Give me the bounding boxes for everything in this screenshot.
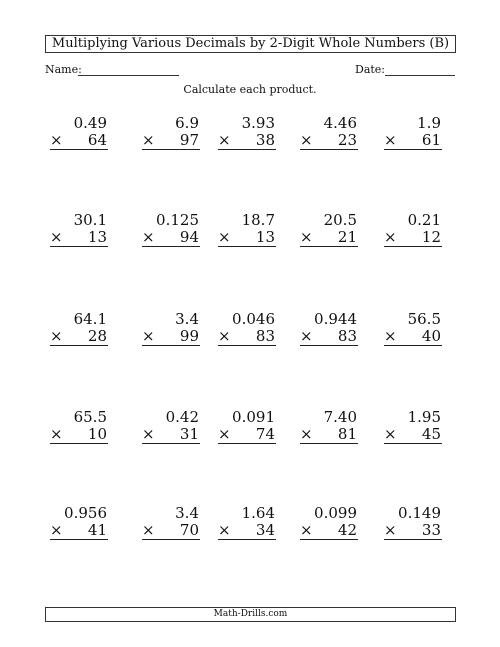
multiplier: 10 bbox=[87, 425, 107, 443]
multiplier: 33 bbox=[421, 521, 441, 539]
multiply-sign: × bbox=[300, 327, 313, 345]
problem bbox=[142, 115, 200, 150]
multiplicand: 0.149 bbox=[398, 504, 441, 522]
multiplicand: 0.125 bbox=[156, 211, 199, 229]
multiplicand: 56.5 bbox=[407, 310, 441, 328]
multiplier: 12 bbox=[421, 228, 441, 246]
multiplier: 13 bbox=[87, 228, 107, 246]
multiplier-line bbox=[50, 328, 108, 346]
multiplier: 40 bbox=[421, 327, 441, 345]
problem bbox=[218, 212, 276, 247]
multiply-sign: × bbox=[218, 521, 231, 539]
multiplier: 13 bbox=[255, 228, 275, 246]
multiplier-line bbox=[142, 229, 200, 247]
multiply-sign: × bbox=[384, 327, 397, 345]
multiply-sign: × bbox=[300, 131, 313, 149]
problem bbox=[142, 409, 200, 444]
multiplier: 83 bbox=[255, 327, 275, 345]
problem bbox=[300, 115, 358, 150]
multiply-sign: × bbox=[300, 425, 313, 443]
multiplicand: 0.956 bbox=[64, 504, 107, 522]
multiplicand: 30.1 bbox=[73, 211, 107, 229]
multiplicand: 6.9 bbox=[175, 114, 199, 132]
multiplicand: 0.42 bbox=[165, 408, 199, 426]
multiply-sign: × bbox=[142, 521, 155, 539]
date-blank-line bbox=[385, 75, 455, 76]
multiplier: 28 bbox=[87, 327, 107, 345]
multiply-sign: × bbox=[50, 327, 63, 345]
multiplier: 64 bbox=[87, 131, 107, 149]
multiplier: 81 bbox=[337, 425, 357, 443]
problem bbox=[218, 505, 276, 540]
multiplicand: 0.21 bbox=[407, 211, 441, 229]
multiply-sign: × bbox=[384, 131, 397, 149]
problem bbox=[384, 409, 442, 444]
multiplier: 61 bbox=[421, 131, 441, 149]
multiply-sign: × bbox=[384, 521, 397, 539]
multiply-sign: × bbox=[142, 228, 155, 246]
multiplier-line bbox=[384, 426, 442, 444]
multiplicand: 0.944 bbox=[314, 310, 357, 328]
name-blank-line bbox=[78, 75, 179, 76]
multiplier: 74 bbox=[255, 425, 275, 443]
multiplier-line bbox=[218, 522, 276, 540]
multiplier-line bbox=[142, 426, 200, 444]
multiplier-line bbox=[142, 132, 200, 150]
multiplier: 45 bbox=[421, 425, 441, 443]
footer: Math-Drills.com bbox=[45, 607, 456, 622]
multiplicand: 20.5 bbox=[323, 211, 357, 229]
multiply-sign: × bbox=[50, 228, 63, 246]
multiplicand: 65.5 bbox=[73, 408, 107, 426]
multiplier-line bbox=[50, 522, 108, 540]
multiplicand: 1.9 bbox=[417, 114, 441, 132]
multiplicand: 3.4 bbox=[175, 504, 199, 522]
multiplier: 70 bbox=[179, 521, 199, 539]
multiplicand: 64.1 bbox=[73, 310, 107, 328]
multiplicand: 3.93 bbox=[241, 114, 275, 132]
multiply-sign: × bbox=[142, 327, 155, 345]
multiplier: 83 bbox=[337, 327, 357, 345]
multiply-sign: × bbox=[50, 131, 63, 149]
multiply-sign: × bbox=[50, 425, 63, 443]
problem bbox=[384, 505, 442, 540]
multiply-sign: × bbox=[142, 425, 155, 443]
multiplier-line bbox=[218, 426, 276, 444]
problem bbox=[142, 311, 200, 346]
worksheet-title: Multiplying Various Decimals by 2-Digit Whole Numbers (B) bbox=[45, 35, 456, 53]
multiplier: 34 bbox=[255, 521, 275, 539]
multiplier: 94 bbox=[179, 228, 199, 246]
problem bbox=[50, 212, 108, 247]
multiply-sign: × bbox=[50, 521, 63, 539]
multiplier-line bbox=[300, 328, 358, 346]
problem bbox=[218, 311, 276, 346]
multiplicand: 3.4 bbox=[175, 310, 199, 328]
multiplicand: 4.46 bbox=[323, 114, 357, 132]
problem bbox=[50, 409, 108, 444]
multiply-sign: × bbox=[384, 228, 397, 246]
multiplicand: 1.64 bbox=[241, 504, 275, 522]
multiplier-line bbox=[384, 132, 442, 150]
multiply-sign: × bbox=[218, 327, 231, 345]
problem bbox=[300, 505, 358, 540]
multiplicand: 0.49 bbox=[73, 114, 107, 132]
problem bbox=[142, 505, 200, 540]
problem bbox=[218, 409, 276, 444]
multiplier-line bbox=[142, 328, 200, 346]
multiply-sign: × bbox=[384, 425, 397, 443]
multiply-sign: × bbox=[300, 228, 313, 246]
multiplier: 21 bbox=[337, 228, 357, 246]
multiplicand: 1.95 bbox=[407, 408, 441, 426]
multiplier-line bbox=[218, 328, 276, 346]
multiplier-line bbox=[300, 229, 358, 247]
multiplier-line bbox=[142, 522, 200, 540]
name-label: Name: bbox=[45, 63, 82, 76]
multiplier-line bbox=[384, 229, 442, 247]
multiplicand: 0.091 bbox=[232, 408, 275, 426]
multiplier: 41 bbox=[87, 521, 107, 539]
multiply-sign: × bbox=[218, 425, 231, 443]
multiplier: 42 bbox=[337, 521, 357, 539]
problem bbox=[300, 311, 358, 346]
multiplier: 23 bbox=[337, 131, 357, 149]
problem bbox=[142, 212, 200, 247]
multiplier-line bbox=[50, 426, 108, 444]
multiplier-line bbox=[384, 522, 442, 540]
problem bbox=[300, 212, 358, 247]
problem bbox=[50, 505, 108, 540]
multiplicand: 0.046 bbox=[232, 310, 275, 328]
problem bbox=[384, 115, 442, 150]
problem bbox=[50, 115, 108, 150]
multiply-sign: × bbox=[218, 131, 231, 149]
multiplier: 31 bbox=[179, 425, 199, 443]
multiply-sign: × bbox=[142, 131, 155, 149]
multiplier-line bbox=[50, 229, 108, 247]
problem bbox=[384, 212, 442, 247]
problem bbox=[384, 311, 442, 346]
problem bbox=[218, 115, 276, 150]
multiplicand: 7.40 bbox=[323, 408, 357, 426]
multiplier: 97 bbox=[179, 131, 199, 149]
multiplier: 99 bbox=[179, 327, 199, 345]
multiply-sign: × bbox=[300, 521, 313, 539]
multiplier-line bbox=[218, 132, 276, 150]
multiplier-line bbox=[384, 328, 442, 346]
multiplier-line bbox=[300, 426, 358, 444]
multiplier-line bbox=[300, 132, 358, 150]
multiply-sign: × bbox=[218, 228, 231, 246]
instructions: Calculate each product. bbox=[183, 83, 317, 96]
multiplier-line bbox=[218, 229, 276, 247]
problem bbox=[300, 409, 358, 444]
multiplier-line bbox=[300, 522, 358, 540]
multiplicand: 18.7 bbox=[241, 211, 275, 229]
multiplicand: 0.099 bbox=[314, 504, 357, 522]
problem bbox=[50, 311, 108, 346]
multiplier: 38 bbox=[255, 131, 275, 149]
date-label: Date: bbox=[355, 63, 386, 76]
multiplier-line bbox=[50, 132, 108, 150]
